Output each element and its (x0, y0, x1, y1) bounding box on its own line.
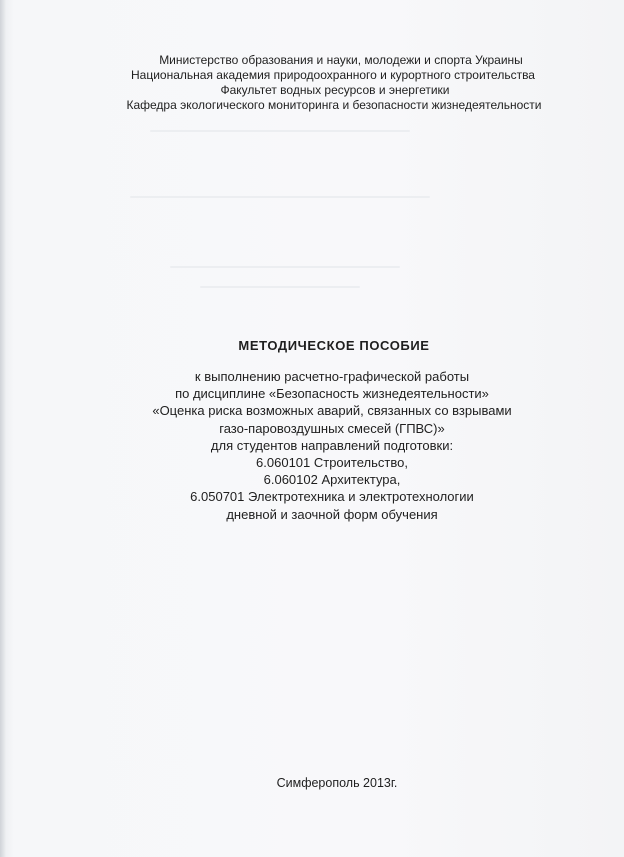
bleed-through-mark (150, 130, 410, 132)
description-line: газо-паровоздушных смесей (ГПВС)» (219, 420, 445, 436)
faculty-line: Факультет водных ресурсов и энергетики (220, 83, 450, 97)
document-description (0, 368, 624, 523)
ministry-line: Министерство образования и науки, молодежи и спорта Украины (159, 53, 523, 67)
department-line: Кафедра экологического мониторинга и безопасности жизнедеятельности (126, 98, 542, 112)
bleed-through-mark (170, 266, 400, 268)
bleed-through-mark (200, 286, 360, 288)
description-line: 6.050701 Электротехника и электротехнологии (190, 489, 474, 505)
description-line: по дисциплине «Безопасность жизнедеятельности» (175, 386, 489, 402)
institution-header (0, 53, 624, 113)
description-line: дневной и заочной форм обучения (226, 506, 438, 522)
description-line: 6.060101 Строительство, (256, 455, 408, 471)
bleed-through-mark (130, 196, 430, 198)
academy-line: Национальная академия природоохранного и курортного строительства (131, 68, 535, 82)
document-title: МЕТОДИЧЕСКОЕ ПОСОБИЕ (238, 338, 430, 353)
description-line: 6.060102 Архитектура, (263, 472, 401, 488)
description-line: «Оценка риска возможных аварий, связанных со взрывами (152, 403, 512, 419)
description-line: к выполнению расчетно-графической работы (194, 369, 470, 384)
city-year-footer: Симферополь 2013г. (276, 776, 398, 790)
description-line: для студентов направлений подготовки: (210, 437, 454, 453)
